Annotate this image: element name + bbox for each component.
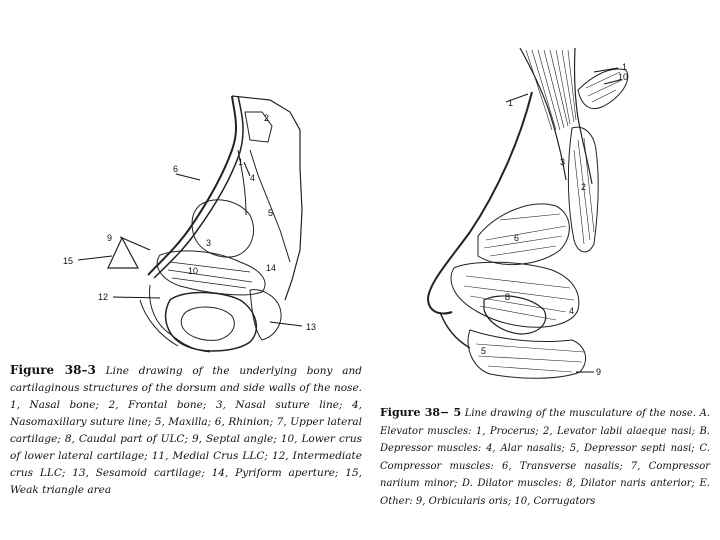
label-left-3: 3 — [206, 238, 212, 248]
label-right-4: 4 — [569, 306, 575, 316]
label-right-9: 9 — [596, 367, 602, 377]
label-left-15: 15 — [63, 256, 74, 266]
label-left-2: 2 — [264, 113, 270, 123]
label-right-1: 1 — [508, 98, 514, 108]
label-right-2: 2 — [581, 182, 587, 192]
label-left-6: 6 — [173, 164, 179, 174]
figure-left-drawing — [78, 96, 302, 352]
caption-text-figure-38-3: Line drawing of the underlying bony and cartilaginous structures of the dorsum and side walls of the nose. 1, Nasal bone; 2, Frontal bone; 3, Nasal suture line; 4, Nasomaxillary suture line; 5, Maxilla; 6, Rhinion; 7, Upper lateral cartilage; 8, Caudal part of ULC; 9, Septal angle; 10, Lower crus of lower lateral cartilage; 11, Medial Crus LLC; 12, Intermediate crus LLC; 13, Sesamoid cartilage; 14, Pyriform aperture; 15, Weak triangle area — [10, 365, 362, 496]
label-right-1-top: 1 — [622, 62, 628, 72]
label-left-14: 14 — [266, 263, 277, 273]
label-right-8: 8 — [505, 292, 511, 302]
label-right-10: 10 — [618, 72, 629, 82]
label-left-4: 4 — [250, 173, 256, 183]
caption-title-figure-38-3: Figure 38–3 — [10, 363, 96, 377]
figure-right-drawing — [428, 48, 628, 378]
caption-text-figure-38-5: Line drawing of the musculature of the nose. A. Elevator muscles: 1, Procerus; 2, Levator labii alaeque nasi; B. Depressor muscles: 4, Alar nasalis; 5, Depressor septi nasi; C. Compressor muscles: 6, Transverse nasalis; 7, Compressor nariium minor; D. Dilator muscles: 8, Dilator naris anterior; E. Other: 9, Orbicularis oris; 10, Corrugators — [380, 408, 711, 507]
caption-figure-38-3 — [10, 362, 362, 499]
figure-left-labels — [63, 113, 316, 332]
label-left-5: 5 — [268, 208, 274, 218]
caption-title-figure-38-5: Figure 38− 5 — [380, 406, 462, 419]
label-left-1: 1 — [238, 157, 244, 167]
label-right-5: 5 — [481, 346, 487, 356]
label-left-10: 10 — [188, 266, 199, 276]
label-right-3: 3 — [560, 157, 566, 167]
label-left-12: 12 — [98, 292, 109, 302]
label-left-13: 13 — [306, 322, 317, 332]
label-left-9: 9 — [107, 233, 113, 243]
caption-figure-38-5 — [380, 404, 710, 510]
label-right-6: 6 — [514, 233, 520, 243]
